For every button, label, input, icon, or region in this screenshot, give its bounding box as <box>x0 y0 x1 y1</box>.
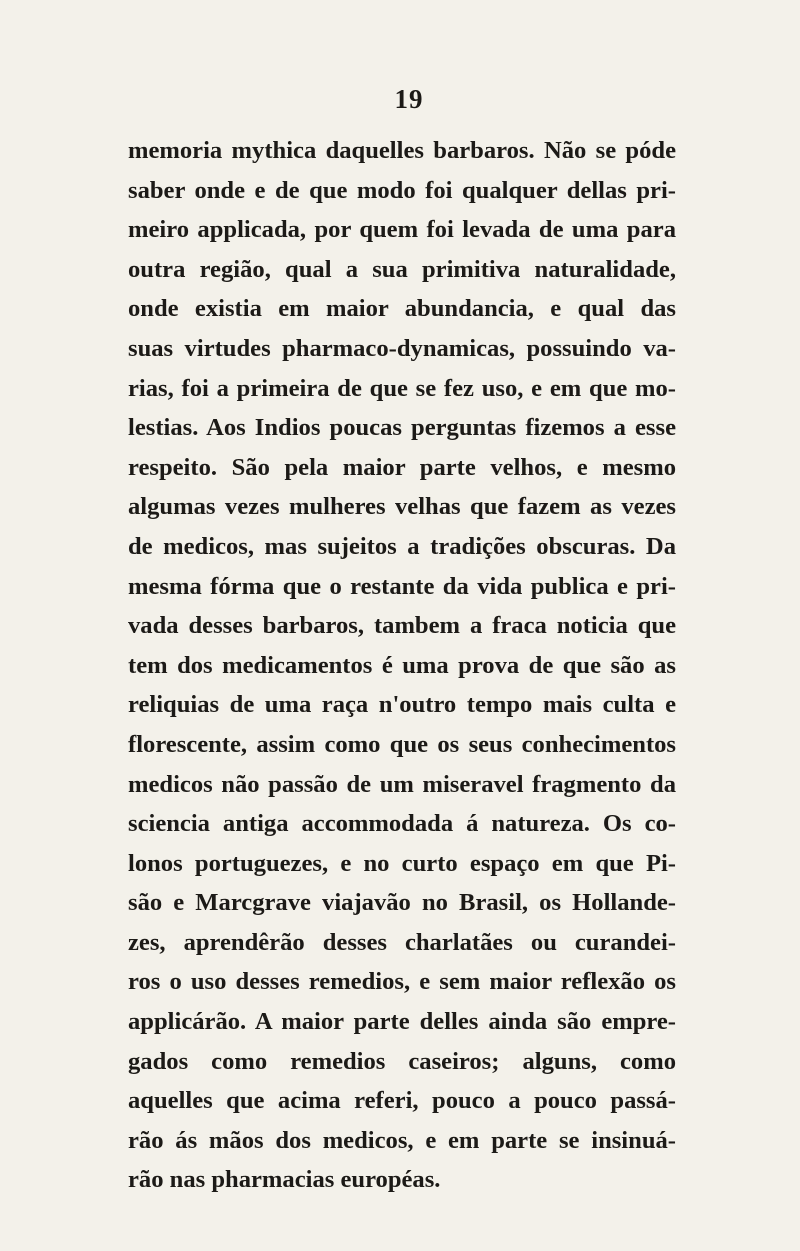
text-line: rias, foi a primeira de que se fez uso, e em que mo- <box>128 374 676 402</box>
text-line: ros o uso desses remedios, e sem maior reflexão os <box>128 968 676 996</box>
text-line: applicárão. A maior parte delles ainda são empre- <box>128 1008 676 1036</box>
text-line: tem dos medicamentos é uma prova de que são as <box>128 651 676 679</box>
text-line: gados como remedios caseiros; alguns, como <box>128 1047 676 1075</box>
text-line: algumas vezes mulheres velhas que fazem as vezes <box>128 493 676 521</box>
text-line: de medicos, mas sujeitos a tradições obscuras. Da <box>128 532 676 560</box>
text-line: florescente, assim como que os seus conhecimentos <box>128 730 676 758</box>
text-line: reliquias de uma raça n'outro tempo mais culta e <box>128 691 676 719</box>
page-number: 19 <box>394 84 424 114</box>
text-line: outra região, qual a sua primitiva naturalidade, <box>128 255 676 283</box>
text-line: rão ás mãos dos medicos, e em parte se insinuá- <box>128 1126 676 1154</box>
text-line: onde existia em maior abundancia, e qual das <box>128 295 676 323</box>
text-line: sciencia antiga accommodada á natureza. Os co- <box>128 810 676 838</box>
text-line: mesma fórma que o restante da vida publica e pri- <box>128 572 676 600</box>
text-line: saber onde e de que modo foi qualquer dellas pri- <box>128 176 676 204</box>
text-line: respeito. São pela maior parte velhos, e mesmo <box>128 453 676 481</box>
text-line: memoria mythica daquelles barbaros. Não se póde <box>128 137 676 164</box>
text-line: meiro applicada, por quem foi levada de uma para <box>128 216 676 244</box>
text-line: lonos portuguezes, e no curto espaço em que Pi- <box>128 849 676 877</box>
body-text <box>128 131 676 1200</box>
text-line: vada desses barbaros, tambem a fraca noticia que <box>128 612 676 640</box>
text-line: medicos não passão de um miseravel fragmento da <box>128 770 676 798</box>
text-line: lestias. Aos Indios poucas perguntas fizemos a esse <box>128 414 676 442</box>
text-line: zes, aprendêrão desses charlatães ou curandei- <box>128 928 676 956</box>
text-line: aquelles que acima referi, pouco a pouco passá- <box>128 1087 676 1115</box>
text-line: são e Marcgrave viajavão no Brasil, os Hollande- <box>128 889 676 917</box>
text-line-last: rão nas pharmacias européas. <box>128 1166 441 1194</box>
text-line: suas virtudes pharmaco-dynamicas, possuindo va- <box>128 334 676 362</box>
